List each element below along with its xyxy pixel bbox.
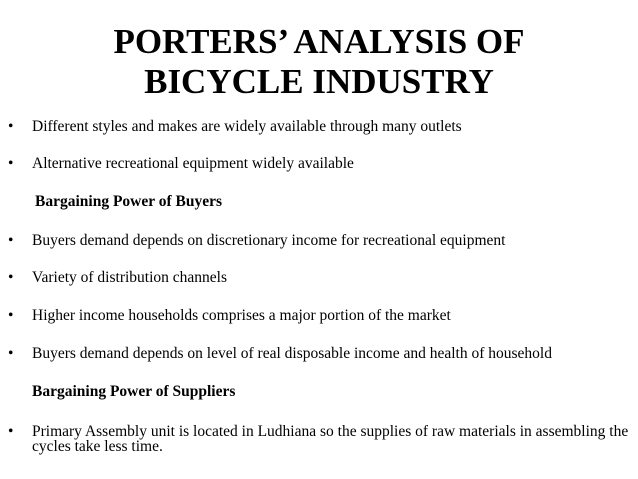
bullet-text: Buyers demand depends on discretionary income for recreational equipment [32, 232, 506, 249]
bullet-text: Buyers demand depends on level of real disposable income and health of household [32, 345, 552, 362]
bullet-icon: • [8, 307, 14, 324]
title-line-1: PORTERS’ ANALYSIS OF [113, 22, 525, 61]
bullet-icon: • [8, 118, 14, 135]
title-line-2: BICYCLE INDUSTRY [144, 62, 494, 101]
bullet-text: Alternative recreational equipment widely available [32, 155, 354, 172]
bullet-icon: • [8, 423, 14, 440]
bullet-icon: • [8, 232, 14, 249]
bullet-text: Different styles and makes are widely available through many outlets [32, 118, 462, 135]
bullet-icon: • [8, 345, 14, 362]
bullet-text: Variety of distribution channels [32, 269, 227, 286]
bullet-text-line-1: Primary Assembly unit is located in Ludhiana so the supplies of raw materials in assembling the [32, 423, 629, 440]
slide-title [0, 22, 638, 102]
bullet-text-line-2: cycles take less time. [32, 438, 163, 455]
bullet-text: Higher income households comprises a major portion of the market [32, 307, 451, 324]
bullet-icon: • [8, 155, 14, 172]
bullet-icon: • [8, 269, 14, 286]
